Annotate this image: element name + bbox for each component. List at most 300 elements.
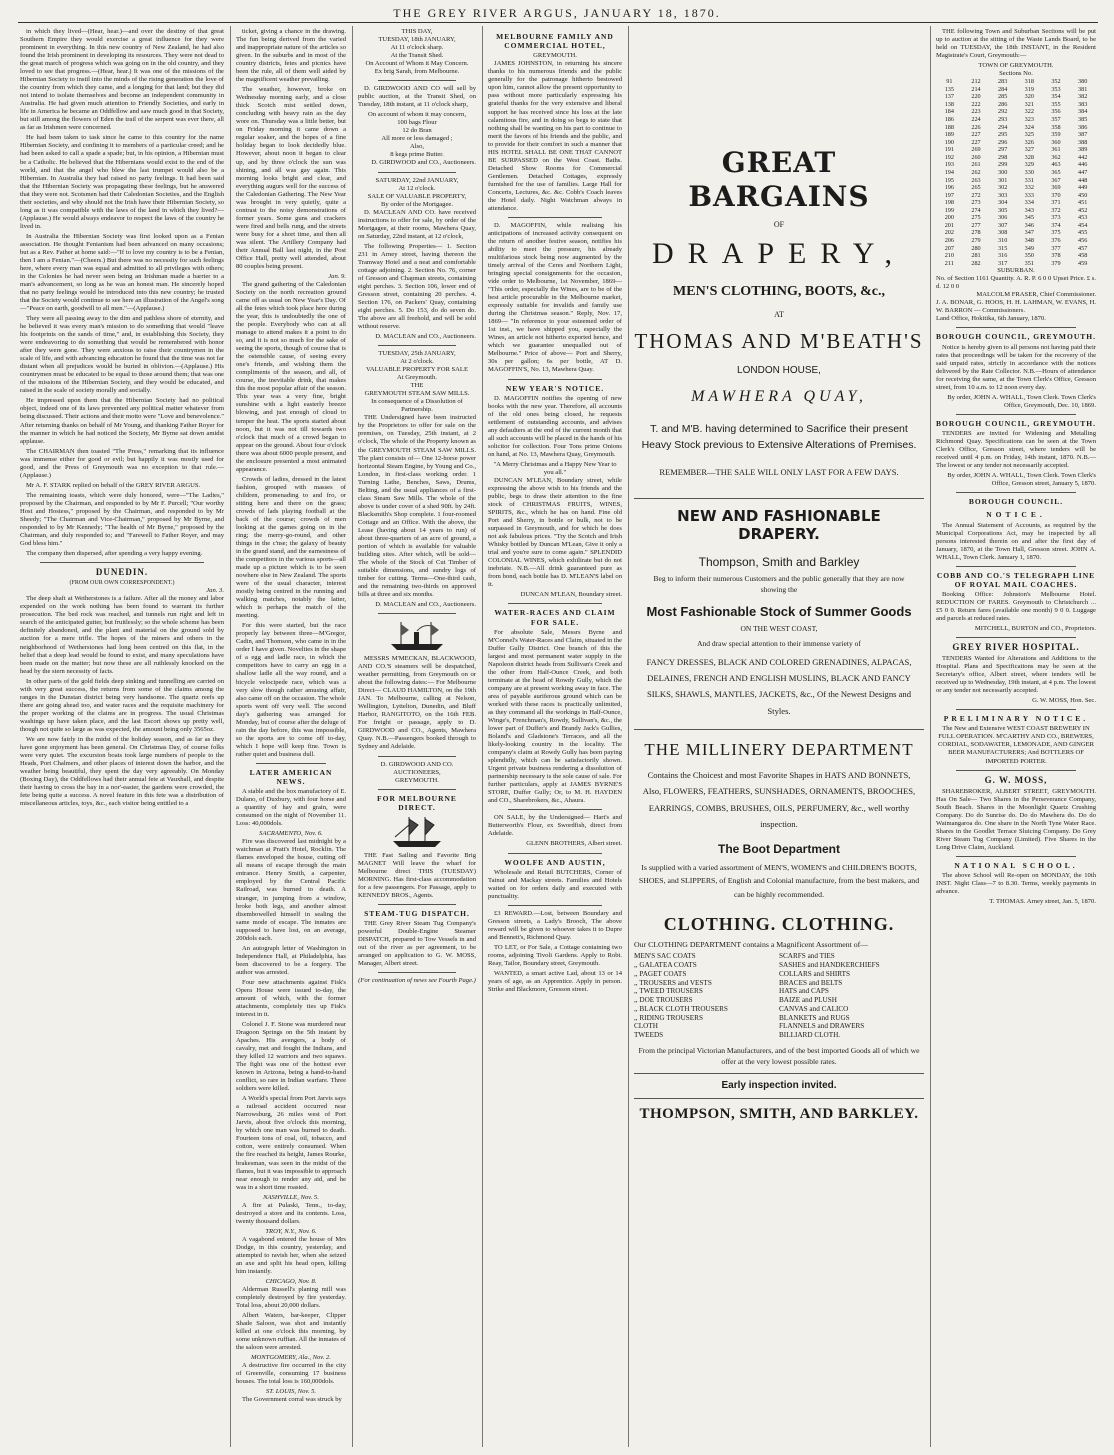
table-cell: 326: [1024, 138, 1034, 146]
divider: [378, 172, 456, 173]
auction-signature: D. MACLEAN and CO., Auctioneers.: [375, 333, 476, 341]
table-cell: 381: [1078, 85, 1088, 93]
table-cell: 459: [1078, 259, 1088, 267]
table-cell: 280: [971, 244, 981, 252]
clothing-list-left: [634, 952, 779, 1040]
auction-line: THIS DAY,: [401, 28, 433, 35]
story-paragraph: They were all passing away to the dim and pathless shore of eternity, and he believed it was every man's mission to do something that would "leave his footprints on the sands of time," and, in establishing this Society, they were endeavoring to do something that would be remembered with honor after they were gone. They were anxious to raise their countrymen in the scale of life, and with advancing education he found that the time was not far distant when all prejudices would be buried in oblivion.—(Applause.) His countrymen must be educated to be equal to those around them; that was one of the missions of the Hibernian Society, and they would be educated, and raised in the scale of society morally and socially.: [20, 315, 224, 395]
clothing-item: BLANKETS and RUGS: [779, 1013, 850, 1022]
table-cell: 189: [944, 131, 954, 139]
auction-lines: [358, 111, 476, 159]
table-cell: 355: [1051, 100, 1061, 108]
column-rule: [628, 26, 629, 1447]
clothing-item: COLLARS and SHIRTS: [779, 969, 851, 978]
masthead-rule: [18, 22, 1098, 23]
story-paragraph: He had been taken to task since he came to this country for the name Hibernian Society, and confining it to members of a particular creed; and he had been asked to call a spade a spade; but, in his opinion, a Hibernian must be a Catholic. He believed that the Hibernians would exist to the end of the world, and that the angel who blew the last trumpet would also be a Hibernian. In Australia they had raised no party feelings. It had been said that the Hibernian Society was propagating these feelings, but he answered that they were not. Scotsmen had their Caledonian Societies, and the English their societies, and why should not the Irish have their Hibernian Society, so long as it was compatible with the laws of the land in which they lived?—(Applause.) He would always endeavor to respect the laws of the country he lived in.: [20, 134, 224, 230]
table-row: [936, 229, 1096, 237]
table-cell: 261: [971, 161, 981, 169]
sailing-ship-icon: [387, 815, 447, 849]
table-cell: 295: [998, 131, 1008, 139]
table-row: [936, 139, 1096, 147]
clothing-item: CLOTH: [634, 1022, 658, 1031]
table-cell: 456: [1078, 237, 1088, 244]
table-cell: 329: [1024, 161, 1034, 169]
table-cell: 285: [998, 93, 1008, 101]
auction-line: At 2 o'clock.: [400, 358, 434, 366]
table-cell: 380: [1078, 78, 1088, 86]
table-cell: 206: [944, 237, 954, 244]
table-cell: 457: [1078, 244, 1088, 252]
mlean-signature: DUNCAN M'LEAN, Boundary street.: [520, 591, 622, 599]
divider: [508, 809, 602, 810]
story-paragraph: ticket, giving a chance in the drawing. The fun being derived from the varied and inappropriate nature of the articles so given. In the suburbs and in most of the country districts, fetes and picnics have been the rule, all of them well aided by the magnificent weather prevailing.: [236, 28, 346, 84]
dunedin-heading: DUNEDIN.: [95, 567, 149, 577]
hospital-body: TENDERS Wanted for Alterations and Additions to the Hospital. Plans and Specifications may be seen at the Secretary's office, Albert street, where tenders will be received up to Wednesday, 19th instant, at 4 p.m. The lowest or any tender not necessarily accepted.: [936, 655, 1096, 695]
coach-signature: MITCHELL, BURTON and CO., Proprietors.: [974, 625, 1096, 633]
agent-line: AUCTIONEERS,: [393, 768, 441, 776]
table-row: [936, 245, 1096, 253]
divider: [378, 613, 456, 614]
divider: [378, 756, 456, 757]
table-row: [936, 78, 1096, 86]
table-cell: 200: [944, 214, 954, 222]
table-cell: 359: [1051, 131, 1061, 139]
table-cell: 371: [1051, 199, 1061, 207]
auction-line: In consequence of a Dissolution of Partnership.: [371, 398, 463, 414]
table-cell: 365: [1051, 168, 1061, 176]
table-cell: 195: [944, 176, 954, 184]
story-paragraph: Mr A. F. STARK replied on behalf of the GREY RIVER ARGUS.: [26, 481, 201, 489]
clothing-item: TWEEDS: [634, 1031, 664, 1040]
quay-name: MAWHERA QUAY,: [691, 388, 867, 406]
agent-line: D. GIRDWOOD AND CO.: [380, 760, 454, 768]
auction-line: At 11 o'clock sharp.: [390, 44, 444, 52]
table-cell: 325: [1024, 131, 1034, 139]
table-cell: 448: [1078, 176, 1088, 184]
clothing-intro: Our CLOTHING DEPARTMENT contains a Magnificent Assortment of—: [634, 939, 869, 949]
table-cell: 350: [1024, 252, 1034, 260]
auction-line: All more or less damaged ;: [381, 135, 453, 143]
table-cell: 210: [944, 252, 954, 260]
drapery-title: DRAPERY,: [651, 237, 906, 271]
table-cell: 194: [944, 168, 954, 176]
flour-signature: GLENN BROTHERS, Albert street.: [526, 840, 622, 848]
table-cell: 450: [1078, 191, 1088, 199]
table-cell: 317: [998, 259, 1008, 267]
divider: [956, 856, 1076, 857]
reward-body: £3 REWARD.—Lost, between Boundary and Gresson streets, a Lady's Brooch, The above reward will be given to whoever takes it to Dupre and Bennett's, Richmond Quay.: [488, 909, 622, 941]
table-cell: 453: [1078, 214, 1088, 222]
clothing-item: ,, GALATEA COATS: [634, 960, 697, 969]
divider: [956, 566, 1076, 567]
table-cell: 354: [1051, 93, 1061, 101]
table-cell: 269: [971, 146, 981, 154]
story-paragraph: The weather, however, broke on Wednesday morning early, and a close thick Scotch mist settled down, concluding with heavy rain as the day wore on. Thursday was a little better, but on Friday morning it came down a regular soaker, and the hopes of a fine holiday began to look decidedly blue. However, about noon it began to clear up, and by three o'clock the sun was shining, and all was gay again. This morning looks bright and clear, and everything augurs well for the success of the Caledonian Gathering. The New Year was brought in very quietly, quite a contrast to the noisy demonstrations of former years. Some guns and crackers were fired and bells rung, and the streets were busy for a short time, and then all was silent. The Artillery Company had their Annual Ball last night, in the Post Office Hall, pretty well attended, about 80 couples being present.: [236, 86, 346, 270]
auction-line: THE: [410, 382, 424, 390]
notice-body: D. MAGOFFIN notifies the opening of new books with the new year. Therefore, all accounts of the old ones being closed, he requests settlement of outstanding accounts, and advises any defaulters at the end of the current month that all such accounts will be placed in the hands of his solicitor for collection. Four Tons prime Onions on hand, at No. 13, Mawhera Quay, Greymouth.: [488, 394, 622, 458]
table-cell: 375: [1051, 229, 1061, 237]
table-cell: 260: [971, 153, 981, 161]
land-office-note: Land Office, Hokitika, 6th January, 1870.: [936, 315, 1046, 323]
table-row: [936, 154, 1096, 162]
table-cell: 370: [1051, 191, 1061, 199]
table-row: [936, 214, 1096, 222]
dateline: ST. LOUIS, Nov. 5.: [265, 1388, 317, 1396]
auction-line: Also,: [409, 143, 425, 151]
great-bargains-title: GREAT BARGAINS: [688, 146, 870, 214]
auction-line: On account of whom it may concern,: [368, 111, 466, 119]
shipping-body: MESSRS M'MECKAN, BLACKWOOD, AND CO.'S steamers will be despatched, weather permitting, from Greymouth on or about the following dates:— For Melbourne Direct— CLAUD HAMILTON, on the 19th JAN. To Melbourne, calling at Nelson, Wellington, Lyttelton, Dunedin, and Bluff Harbor, RANGITOTO, on the 16th FEB. For freight or passage, apply to D. GIRDWOOD and CO., Agents, Mawhera Quay. N.B.—Passengers booked through to Sydney and Adelaide.: [358, 655, 476, 751]
drapery-advertisement: [634, 28, 924, 1447]
table-cell: 207: [944, 244, 954, 252]
dateline: Jan. 9.: [328, 272, 346, 280]
table-cell: 277: [971, 221, 981, 229]
clothing-item: ,, TWEED TROUSERS: [634, 987, 703, 996]
commissioners-list: J. A. BONAR, G. HOOS, H. H. LAHMAN, W. EVANS, H. W. BARRON — Commissioners.: [936, 299, 1096, 315]
table-cell: 351: [1024, 259, 1034, 267]
table-cell: 212: [971, 78, 981, 86]
table-cell: 356: [1051, 108, 1061, 116]
table-cell: 227: [971, 138, 981, 146]
borough-heading: BOROUGH COUNCIL, GREYMOUTH.: [936, 332, 1096, 342]
boot-department-body: Is supplied with a varied assortment of MEN'S, WOMEN'S and CHILDREN'S BOOTS, SHOES, and SLIPPERS, of English and Colonial manufacture, from the best makers, and can be highly recommended.: [638, 862, 920, 900]
clothing-list-right: [779, 952, 924, 1040]
divider: [956, 327, 1076, 328]
table-cell: 211: [944, 259, 954, 267]
column-1: [20, 28, 224, 1447]
table-cell: 302: [998, 184, 1008, 192]
auction-line: VALUABLE PROPERTY FOR SALE: [365, 366, 468, 374]
table-cell: 369: [1051, 184, 1061, 192]
notice-heading: NOTICE.: [986, 510, 1046, 520]
table-cell: 348: [1024, 237, 1034, 244]
table-row: [936, 116, 1096, 124]
wanted-body: WANTED, a smart active Lad, about 13 or 14 years of age, as an Apprentice. Apply in person. Strike and Blackmore, Gresson street.: [488, 970, 622, 994]
table-row: [936, 184, 1096, 192]
sharebroker-body: SHAREBROKER, ALBERT STREET, GREYMOUTH. Has On Sale— Two Shares in the Perseverance Company, South Beach. Shares in the Moonlight Quartz Crushing Company. Do do Sunrise do. Do do Mawhera do. Do do Waimangaroa do. One share in the North Tyne Water Race. Shares in the Goodlet Terrace Sluicing Company. Do Grey River Steam Tug Company (Limited). Five Shares in the Long Drive Claim, Auckland.: [936, 787, 1096, 851]
story-paragraph: In Australia the Hibernian Society was first looked upon as a Fenian association. He thought Fenianism had been advanced on many occasions; but as a Rev. Father at home said:—"If to love my country is to be a Fenian, then I am a Fenian."—(Cheers.) But there was no necessity for such feelings here, where every man was equal and admitted to all privileges with others; in the Colonies he had never seen being an Irishman made a barrier to a man's advancement, so long as he was an honest man. He sincerely hoped that no party feelings would be introduced into this new country; he trusted that the Society would continue to see here an illustration of the Angel's song—"Peace on earth, goodwill to all men."—(Applause.): [20, 232, 224, 313]
clothing-item: FLANNELS and DRAWERS: [779, 1022, 865, 1031]
waste-lands-body: THE following Town and Suburban Sections will be put up to auction at the sitting of the Waste Lands Board, to be held on TUESDAY, the 18th INSTANT, in the Resident Magistrate's Court, Greymouth:—: [936, 28, 1096, 60]
table-cell: 192: [944, 153, 954, 161]
school-body: The above School will Re-open on MONDAY, the 10th INST. Night Class—7 to 8.30. Terms, weekly payments in advance.: [936, 871, 1096, 895]
clothing-item: CANVAS and CALICO: [779, 1004, 849, 1013]
column-4: [488, 28, 622, 1447]
summer-goods-title: Most Fashionable Stock of Summer Goods: [646, 603, 912, 619]
boot-department-title: The Boot Department: [717, 842, 840, 857]
clothing-item: SCARFS and TIES: [779, 952, 835, 961]
auction-signature: D. MACLEAN and CO., Auctioneers.: [375, 601, 476, 609]
table-cell: 300: [998, 168, 1008, 176]
table-cell: 315: [998, 244, 1008, 252]
table-cell: 223: [971, 108, 981, 116]
table-cell: 331: [1024, 176, 1034, 184]
table-cell: 297: [998, 146, 1008, 154]
table-cell: 362: [1051, 153, 1061, 161]
table-cell: 324: [1024, 123, 1034, 131]
borough-body: TENDERS are invited for Widening and Metalling Richmond Quay. Specifications can be seen at the Town Clerk's Office, Gresson street, where tenders will be received until 4 p.m. on Friday, 14th instant, 1870. N.B.—The lowest or any tender not necessarily accepted.: [936, 430, 1096, 470]
table-cell: 353: [1051, 85, 1061, 93]
table-cell: 301: [998, 176, 1008, 184]
table-row: [936, 93, 1096, 101]
table-cell: 306: [998, 214, 1008, 222]
firm-name: THOMAS AND M'BEATH'S: [634, 329, 924, 354]
auction-header: [358, 177, 476, 209]
table-cell: 278: [971, 229, 981, 237]
divider: [378, 904, 456, 905]
divider: [956, 414, 1076, 415]
dateline: SACRAMENTO, Nov. 6.: [259, 830, 323, 838]
table-cell: 455: [1078, 229, 1088, 237]
table-cell: 307: [998, 221, 1008, 229]
dateline: NASHVILLE, Nov. 5.: [263, 1193, 319, 1201]
clothing-item: SASHES and HANDKERCHIEFS: [779, 960, 880, 969]
shipping-body: THE Fast Sailing and Favorite Brig MAGNET Will leave the wharf for Melbourne direct THIS (TUESDAY) MORNING. Has first-class accommodation for a few passengers. For Passage, apply to KENNEDY BROS., Agents.: [358, 851, 476, 900]
masthead: THE GREY RIVER ARGUS, JANUARY 18, 1870.: [393, 6, 721, 20]
auction-line: 100 bags Flour: [397, 119, 437, 127]
table-cell: 279: [971, 237, 981, 244]
table-row: [936, 252, 1096, 260]
auction-header: [358, 350, 476, 414]
steamship-icon: [387, 618, 447, 652]
tsb-name: Thompson, Smith and Barkley: [698, 555, 860, 570]
table-cell: 310: [998, 237, 1008, 244]
divider: [508, 379, 602, 380]
column-6: [936, 28, 1096, 1447]
table-cell: 286: [998, 100, 1008, 108]
table-cell: 386: [1078, 123, 1088, 131]
table-cell: 199: [944, 206, 954, 214]
table-cell: 282: [971, 259, 981, 267]
table-cell: 343: [1024, 206, 1034, 214]
at-label: AT: [774, 309, 784, 319]
table-cell: 193: [944, 161, 954, 169]
table-cell: 184: [944, 108, 954, 116]
divider: [956, 637, 1076, 638]
table-cell: 275: [971, 214, 981, 222]
table-cell: 333: [1024, 191, 1034, 199]
divider: [378, 789, 456, 790]
table-cell: 262: [971, 168, 981, 176]
borough-signature: By order, JOHN A. WHALL, Town Clerk. Town Clerk's Office, Greymouth, Dec. 10, 1869.: [947, 393, 1096, 409]
auction-line: GREYMOUTH STEAM SAW MILLS.: [364, 390, 470, 398]
table-cell: 220: [971, 93, 981, 101]
table-cell: 319: [1024, 85, 1034, 93]
divider: [508, 217, 602, 218]
suburban-heading: SUBURBAN.: [997, 267, 1035, 275]
dunedin-subheading: (FROM OUR OWN CORRESPONDENT.): [69, 579, 175, 586]
divider: [378, 80, 456, 81]
shipping-heading: FOR MELBOURNE DIRECT.: [377, 793, 457, 812]
sections-table: [936, 78, 1096, 267]
table-cell: 452: [1078, 206, 1088, 214]
divider: [256, 763, 326, 764]
table-cell: 357: [1051, 116, 1061, 123]
dateline: TROY, N.Y., Nov. 6.: [265, 1227, 317, 1235]
table-row: [936, 192, 1096, 200]
dateline: MONTGOMERY, Ala., Nov. 2.: [251, 1354, 331, 1362]
water-race-body: For absolute Sale, Messrs Byrne and M'Connel's Water-Races and Claim, situated in the Duffer Gully District. One branch of this the largest and most permanent water supply in the Napoleon district heads from Sullivan's Creek and the other from Half-Ounce Creek, and both terminate at the head of Rowdy Gully, which the company are at present working away in face. The area of payable auriferous ground which can be worked with these races is practically unlimited, as they command all the workings in Half-Ounce, Winge's, Frenchman's, Rowdy, Sullivan's, &c., the lower part of Duffer's and Brandy Jack's Gullies, Boland's and Gladstone's Terraces, and all the likely-looking country in the locality. The company's claim at Rowdy Gully has been paying splendidly, which can be satisfactorily shown. Urgent private business rendering a dissolution of partnership necessary is the sole cause of sale. For further particulars, apply at JAMES BYRNE'S STORE, Duffer Gully; Or, to M. H. HAYDEN and CO., Sharebrokers, &c., Ahaura.: [488, 628, 622, 805]
news-item: Four new attachments against Fisk's Opera House were issued to-day, the amount of which, with the former attachments, completely ties up Fisk's interest in it.: [236, 978, 346, 1018]
auction-line: SATURDAY, 22nd JANUARY,: [375, 176, 459, 184]
table-cell: 377: [1051, 244, 1061, 252]
table-row: [936, 177, 1096, 185]
table-cell: 347: [1024, 229, 1034, 237]
table-cell: 322: [1024, 108, 1034, 116]
table-cell: 376: [1051, 237, 1061, 244]
news-item: A destructive fire occurred in the city of Greenville, consuming 17 business houses. The total loss is 160,000dols.: [236, 1362, 346, 1386]
table-cell: 274: [971, 206, 981, 214]
column-rule: [352, 26, 353, 1447]
auction-list: The following Properties— 1. Section 231 in Arney street, having thereon the Tramway Hotel and a neat and comfortable cottage adjoining. 2. Section No. 76, corner of Gresson and Chapman streets, containing eight perches. 3. Section 106, lower end of Gresson street, containing 20 perches. 4. Section 176, on Packers' Quay, containing eight perches. 5. Do 153, do do seven do. The above are all freehold, and will be sold without reserve.: [358, 242, 476, 331]
table-cell: 334: [1024, 199, 1034, 207]
clothing-item: BRACES and BELTS: [779, 978, 843, 987]
butcher-body: Wholesale and Retail BUTCHERS, Corner of Tainui and Mackay streets. Families and Hotels waited on for orders daily and executed with punctuality.: [488, 868, 622, 900]
auction-line: Ex brig Sarah, from Melbourne.: [374, 68, 460, 76]
notice-heading: NEW YEAR'S NOTICE.: [505, 383, 605, 393]
news-item: A vagabond entered the house of Mrs Dodge, in this country, yesterday, and attempted to ravish her, when she seized an axe and split his head open, killing him instantly.: [236, 1235, 346, 1275]
table-cell: 378: [1051, 252, 1061, 260]
borough-body: Notice is hereby given to all persons not having paid their rates that proceedings will be taken for the recovery of the said unpaid rates, strictly in accordance with the notices delivered by the Rate Collector. N.B.—Hours of attendance for receiving the same, at the Town Clerk's Office, Gresson street, from 10 a.m. to 12 noon every day.: [936, 343, 1096, 391]
column-rule: [230, 26, 231, 1447]
auction-line: TUESDAY, 18th JANUARY,: [378, 36, 456, 44]
sharebroker-heading: G. W. MOSS,: [984, 774, 1048, 785]
table-row: [936, 207, 1096, 215]
auction-header: [358, 28, 476, 76]
table-cell: 91: [946, 78, 953, 86]
auction-body: D. MACLEAN AND CO. have received instructions to offer for sale, by order of the Mortgagee, at their rooms, Mawhera Quay, on Saturday, 22nd instant, at 12 o'clock,: [358, 208, 476, 240]
divider: [508, 905, 602, 906]
story-paragraph: Crowds of ladies, dressed in the latest fashion, grouped with masses of children, promenading to and fro, or sitting here and there on the grass; crowds of lads playing football at the back of the course; crowds of men looking at the games going on in the ring; the merry-go-round, and other things in the c'nse; the galaxy of beauty in the grand stand, and the earnestness of the competitors in the various sports—all made up a picture which is to be seen nowhere else in New Zealand. The sports were of the usual character, interest mostly being centred in the running and walking matches, notably the latter, which is perhaps the match of the meeting.: [236, 475, 346, 620]
news-item: Alderman Russell's planing mill was completely destroyed by fire yesterday. Total loss, about 20,000 dollars.: [236, 1285, 346, 1310]
remember-notice: REMEMBER—THE SALE WILL ONLY LAST FOR A FEW DAYS.: [659, 467, 899, 478]
table-cell: 463: [1051, 161, 1061, 169]
table-cell: 196: [944, 184, 954, 192]
table-cell: 318: [1024, 78, 1034, 86]
clothing-lists: [634, 952, 924, 1040]
mlean-body: DUNCAN M'LEAN, Boundary street, while expressing the above wish to his friends and the public, begs to draw their attention to the fine stock of CHRISTMAS FRUITS, WINES, SPIRITS, &c., which he has on hand. Fine old Port and Sherry, in bottle or bulk, not to be surpassed in Greymouth, and for which he does not ask fabulous prices. "Try the Scotch and Irish Whisky bottled by Duncan M'Lean, Give it only a trial and you're sure to come again." SPLENDID COLONIAL WINES, which exhilirate but do not inebriate. N.B.—All drink guaranteed pure as from bond, each bottle has D. M'LEAN'S label on it.: [488, 476, 622, 589]
clothing-item: HATS and CAPS: [779, 987, 829, 996]
tug-body: THE Grey River Steam Tug Company's powerful Double-Engine Steamer DISPATCH, prepared to Tow Vessels in and out of the river as per agreement, to be arranged on application to G. W. MOSS, Manager, Albert street.: [358, 920, 476, 968]
table-cell: 379: [1051, 259, 1061, 267]
table-cell: 316: [998, 252, 1008, 260]
table-row: [936, 199, 1096, 207]
water-race-heading: WATER-RACES AND CLAIM FOR SALE.: [494, 608, 616, 627]
table-row: [936, 161, 1096, 169]
greeting: "A Merry Christmas and a Happy New Year to you all.": [493, 460, 617, 476]
table-cell: 372: [1051, 206, 1061, 214]
borough-heading: BOROUGH COUNCIL.: [968, 497, 1064, 507]
sacrifice-notice: T. and M'B. having determined to Sacrifice their present Heavy Stock previous to Extensive Alterations of Premises.: [641, 422, 917, 452]
table-cell: 227: [971, 131, 981, 139]
news-item: Fire was discovered last midnight by a watchman at Pratt's Hotel, Rocklin. The flames enveloped the house, cutting off all means of escape through the main entrance. Henry Smith, a carpenter, employed by the Central Pacific Railroad, was burned to death. A stranger, in jumping from a window, broke both legs, and another almost disembowelled himself in sealing the same mode of escape. The inmates are supposed to have lost, on an average, 200dols each.: [236, 838, 346, 942]
dateline: CHICAGO, Nov. 8.: [265, 1277, 317, 1285]
table-cell: 382: [1078, 93, 1088, 101]
borough-body: The Annual Statement of Accounts, as required by the Municipal Corporations Act, may be inspected by all persons interested therein on and after the first day of January, 1870, at the Town Hall, Gresson street. JOHN A. WHALL, Town Clerk. January 1, 1870.: [936, 521, 1096, 561]
auction-body: THE Undersigned have been instructed by the Proprietors to offer for sale on the premises, on Tuesday, 25th instant, at 2 o'clock, The whole of the Property known as the GREYMOUTH STEAM SAW MILLS. The plant consists of— One 12-horse power horizontal Steam Engine, by Young and Co., London, in first-class working order. 1 Turning Lathe, Benches, Saws, Drums, Belting, and the usual appliances of a first-class Steam Saw Mills. The whole of the above is under cover of a shed 90ft. by 24ft. Blacksmith's Shop complete. 1 four-roomed Cottage and an Office. With the above, the Lease (having about 14 years to run) of about three-quarters of an acre of ground, a portion of which is available for valuable building sites. After which, will be sold— The whole of the Stock of Cut Timber of suitable dimensions, and sundry logs of timber for cutting. Terms—One-third cash, and the remaining two-thirds on approved bills at three and six months.: [358, 414, 476, 599]
news-item: Colonel J. F. Stone was murdered near Dragoon Springs on the 5th instant by Apaches. His avengers, a body of cavalry, met and fought the Indians, and they killed 12 warriors and two squaws. The fight was one of the hottest ever known in Arizona, being a hand-to-hand conflict, so rare in Indian warfare. Three soldiers were killed.: [236, 1020, 346, 1093]
borough-heading: BOROUGH COUNCIL, GREYMOUTH.: [936, 418, 1096, 428]
clothing-item: ,, TROUSERS and VESTS: [634, 978, 712, 987]
flour-body: ON SALE, by the Undersigned— Hart's and Butterworth's Flour, ex Swordfish, direct from Adelaide.: [488, 814, 622, 838]
table-cell: 385: [1078, 116, 1088, 123]
town-heading: TOWN OF GREYMOUTH.: [978, 62, 1054, 70]
table-cell: 188: [944, 123, 954, 131]
table-cell: 449: [1078, 184, 1088, 192]
table-row: [936, 108, 1096, 116]
manufacturers-note: From the principal Victorian Manufacturers, and of the best imported Goods all of which we offer at the very lowest possible rates.: [638, 1045, 920, 1066]
inspection-note: Early inspection invited.: [721, 1080, 837, 1092]
table-cell: 190: [944, 138, 954, 146]
table-cell: 265: [971, 184, 981, 192]
dunedin-paragraph: In other parts of the gold fields deep sinking and tunnelling are carried on with very great success, the returns from some of the claims among the ranges in the Dunstan district being very handsome. The quartz reefs up there are going ahead too, and water races and the requisite machinery for the proper working of the claims are in progress. The usual Christmas washings up have taken place, and the last Escort shows up pretty well, though not quite so large as was expected, the amount being only 3565oz.: [20, 677, 224, 733]
suburban-section: No. of Section 1161 Quantity. A. R. P. 6 0 0 Upset Price. £ s. d. 12 0 0: [936, 275, 1096, 291]
of-label: OF: [773, 220, 785, 230]
mens-clothing-line: MEN'S CLOTHING, BOOTS, &c.,: [673, 283, 885, 299]
table-cell: 374: [1051, 221, 1061, 229]
table-cell: 361: [1051, 146, 1061, 154]
table-cell: 321: [1024, 100, 1034, 108]
table-cell: 349: [1024, 244, 1034, 252]
auction-line: At Greymouth.: [397, 374, 437, 382]
coach-body: Booking Office: Johnston's Melbourne Hotel. REDUCTION OF FARES. Greymouth to Christchurch ... £5 0 0. Return fares (available one month) 9 0 0. Luggage and parcels at reduced rates.: [936, 590, 1096, 623]
table-cell: 294: [998, 123, 1008, 131]
table-cell: 305: [998, 206, 1008, 214]
clothing-item: ,, DOE TROUSERS: [634, 996, 693, 1005]
table-cell: 330: [1024, 168, 1034, 176]
table-cell: 447: [1078, 168, 1088, 176]
news-item: Albert Waters, bar-keeper, Clipper Shade Saloon, was shot and instantly killed at one o'clock this morning, by some unknown ruffian. All the inmates of the saloon were arrested.: [236, 1312, 346, 1352]
table-cell: 308: [998, 229, 1008, 237]
table-cell: 281: [971, 252, 981, 260]
story-paragraph: in which they lived—(Hear, hear.)—and over the destiny of that great Southern Empire they would exercise a great influence for they were prominent in everything. In this new country of New Zealand, he had also found the Irish prominent in developing its resources. They were not dead to the great march of progress which was going on in the old country, and they loved to see that progress.—(Hear, hear.) It was one of the missions of the Hibernian Society to instil into the minds of the rising generation the love of the country from which they came, and a longing for that land; but they did not intend to isolate themselves and become an independent community in Australia. He had given much attention to Friendly Societies, and early in life in America he became an Oddfellow and saw much good in that Society, but still among the flowers of Eden the trail of the serpent was ever there, all as far as Irishmen were concerned.: [20, 28, 224, 132]
magoffin-body: D. MAGOFFIN, while realising his anticipations of increased activity consequent on the return of another festive season, notifies his ability to meet the pressure, his already multifarious stock being now augmented by the timely arrival of the Ceres and Northern Light, bringing special consignments for the occasion, vide order to Melbourne, 1st November, 1869— "This order, especially the Wines, are to be of the best article procurable in the Melbourne market, expressly suitable for invalids and family use during the Christmas season." Reply, Nov. 17, 1869— "In reference to your esteemed order of 1st inst., we have shipped you, especially the Wines, an article not hitherto exported hence, and which we guarantee unequalled out of Melbourne." Price of above— Port and Sherry, 30s per gallon; 6s per bottle, AT D. MAGOFFIN'S, No. 13, Mawhera Quay.: [488, 221, 622, 374]
auction-signature: D. GIRDWOOD and CO., Auctioneers.: [371, 159, 476, 167]
auction-line: SALE OF VALUABLE PROPERTY,: [367, 192, 467, 200]
table-row: [936, 124, 1096, 132]
divider: [956, 709, 1076, 710]
news-item: The Government corral was struck by: [242, 1396, 342, 1404]
story-paragraph: He impressed upon them that the Hibernian Society had no political object, indeed one of its laws prevented any political matter whatever from being discussed. Their actions and their motto were "Love and benevolence." After returning thanks on behalf of Mr Young, and thanking Father Royer for the manner in which he had noticed the Society, Mr Byrne sat down amidst applause.: [20, 397, 224, 445]
table-row: [936, 131, 1096, 139]
column-rule: [482, 26, 483, 1447]
story-paragraph: The remaining toasts, which were duly honored, were—"The Ladies," proposed by the Chairman, and responded to by Mr F. Purcell; "Our worthy Host and Hostess," proposed by the Chairman, and responded to by Mr Sheedy; "The Chairman and Vice-Chairman," proposed by Mr Byrne, and responded to by Mr Kennedy; "The health of Mr Byrne," proposed by the Chairman, and duly responded to; and "Farewell to Father Royer, and may God bless him.": [20, 491, 224, 547]
fancy-goods-list: FANCY DRESSES, BLACK AND COLORED GRENADINES, ALPACAS, DELAINES, FRENCH AND ENGLISH MUSLINS, BLACK AND FANCY SILKS, SHAWLS, MANTLES, JACKETS, &c., Of the Newest Designs and Styles.: [646, 656, 912, 716]
new-drapery-title: NEW AND FASHIONABLE DRAPERY.: [677, 506, 881, 543]
table-row: [936, 101, 1096, 109]
table-cell: 298: [998, 153, 1008, 161]
table-cell: 299: [998, 161, 1008, 169]
table-cell: 224: [971, 116, 981, 123]
table-cell: 367: [1051, 176, 1061, 184]
divider: [378, 345, 456, 346]
divider: [378, 972, 456, 973]
divider: [956, 492, 1076, 493]
table-cell: 358: [1051, 123, 1061, 131]
table-cell: 373: [1051, 214, 1061, 222]
divider: [40, 562, 204, 563]
table-cell: 222: [971, 100, 981, 108]
column-rule: [930, 26, 931, 1447]
story-paragraph: The CHAIRMAN then toasted "The Press," remarking that its influence was immense either for good or evil; but happily it was mostly used for good, and the Press of Greymouth was no exception to that rule.—(Applause.): [20, 447, 224, 479]
table-cell: 198: [944, 199, 954, 207]
table-cell: 292: [998, 108, 1008, 116]
millinery-body: Contains the Choicest and most Favorite Shapes in HATS AND BONNETS, Also, FLOWERS, FEATHERS, SUNSHADES, ORNAMENTS, BROOCHES, EARRINGS, COMBS, BRUSHES, OILS, PERFUMERY, &c., well worthy inspection.: [642, 769, 916, 829]
table-cell: 304: [998, 199, 1008, 207]
table-cell: 360: [1051, 138, 1061, 146]
table-cell: 446: [1078, 161, 1088, 169]
table-cell: 284: [998, 85, 1008, 93]
